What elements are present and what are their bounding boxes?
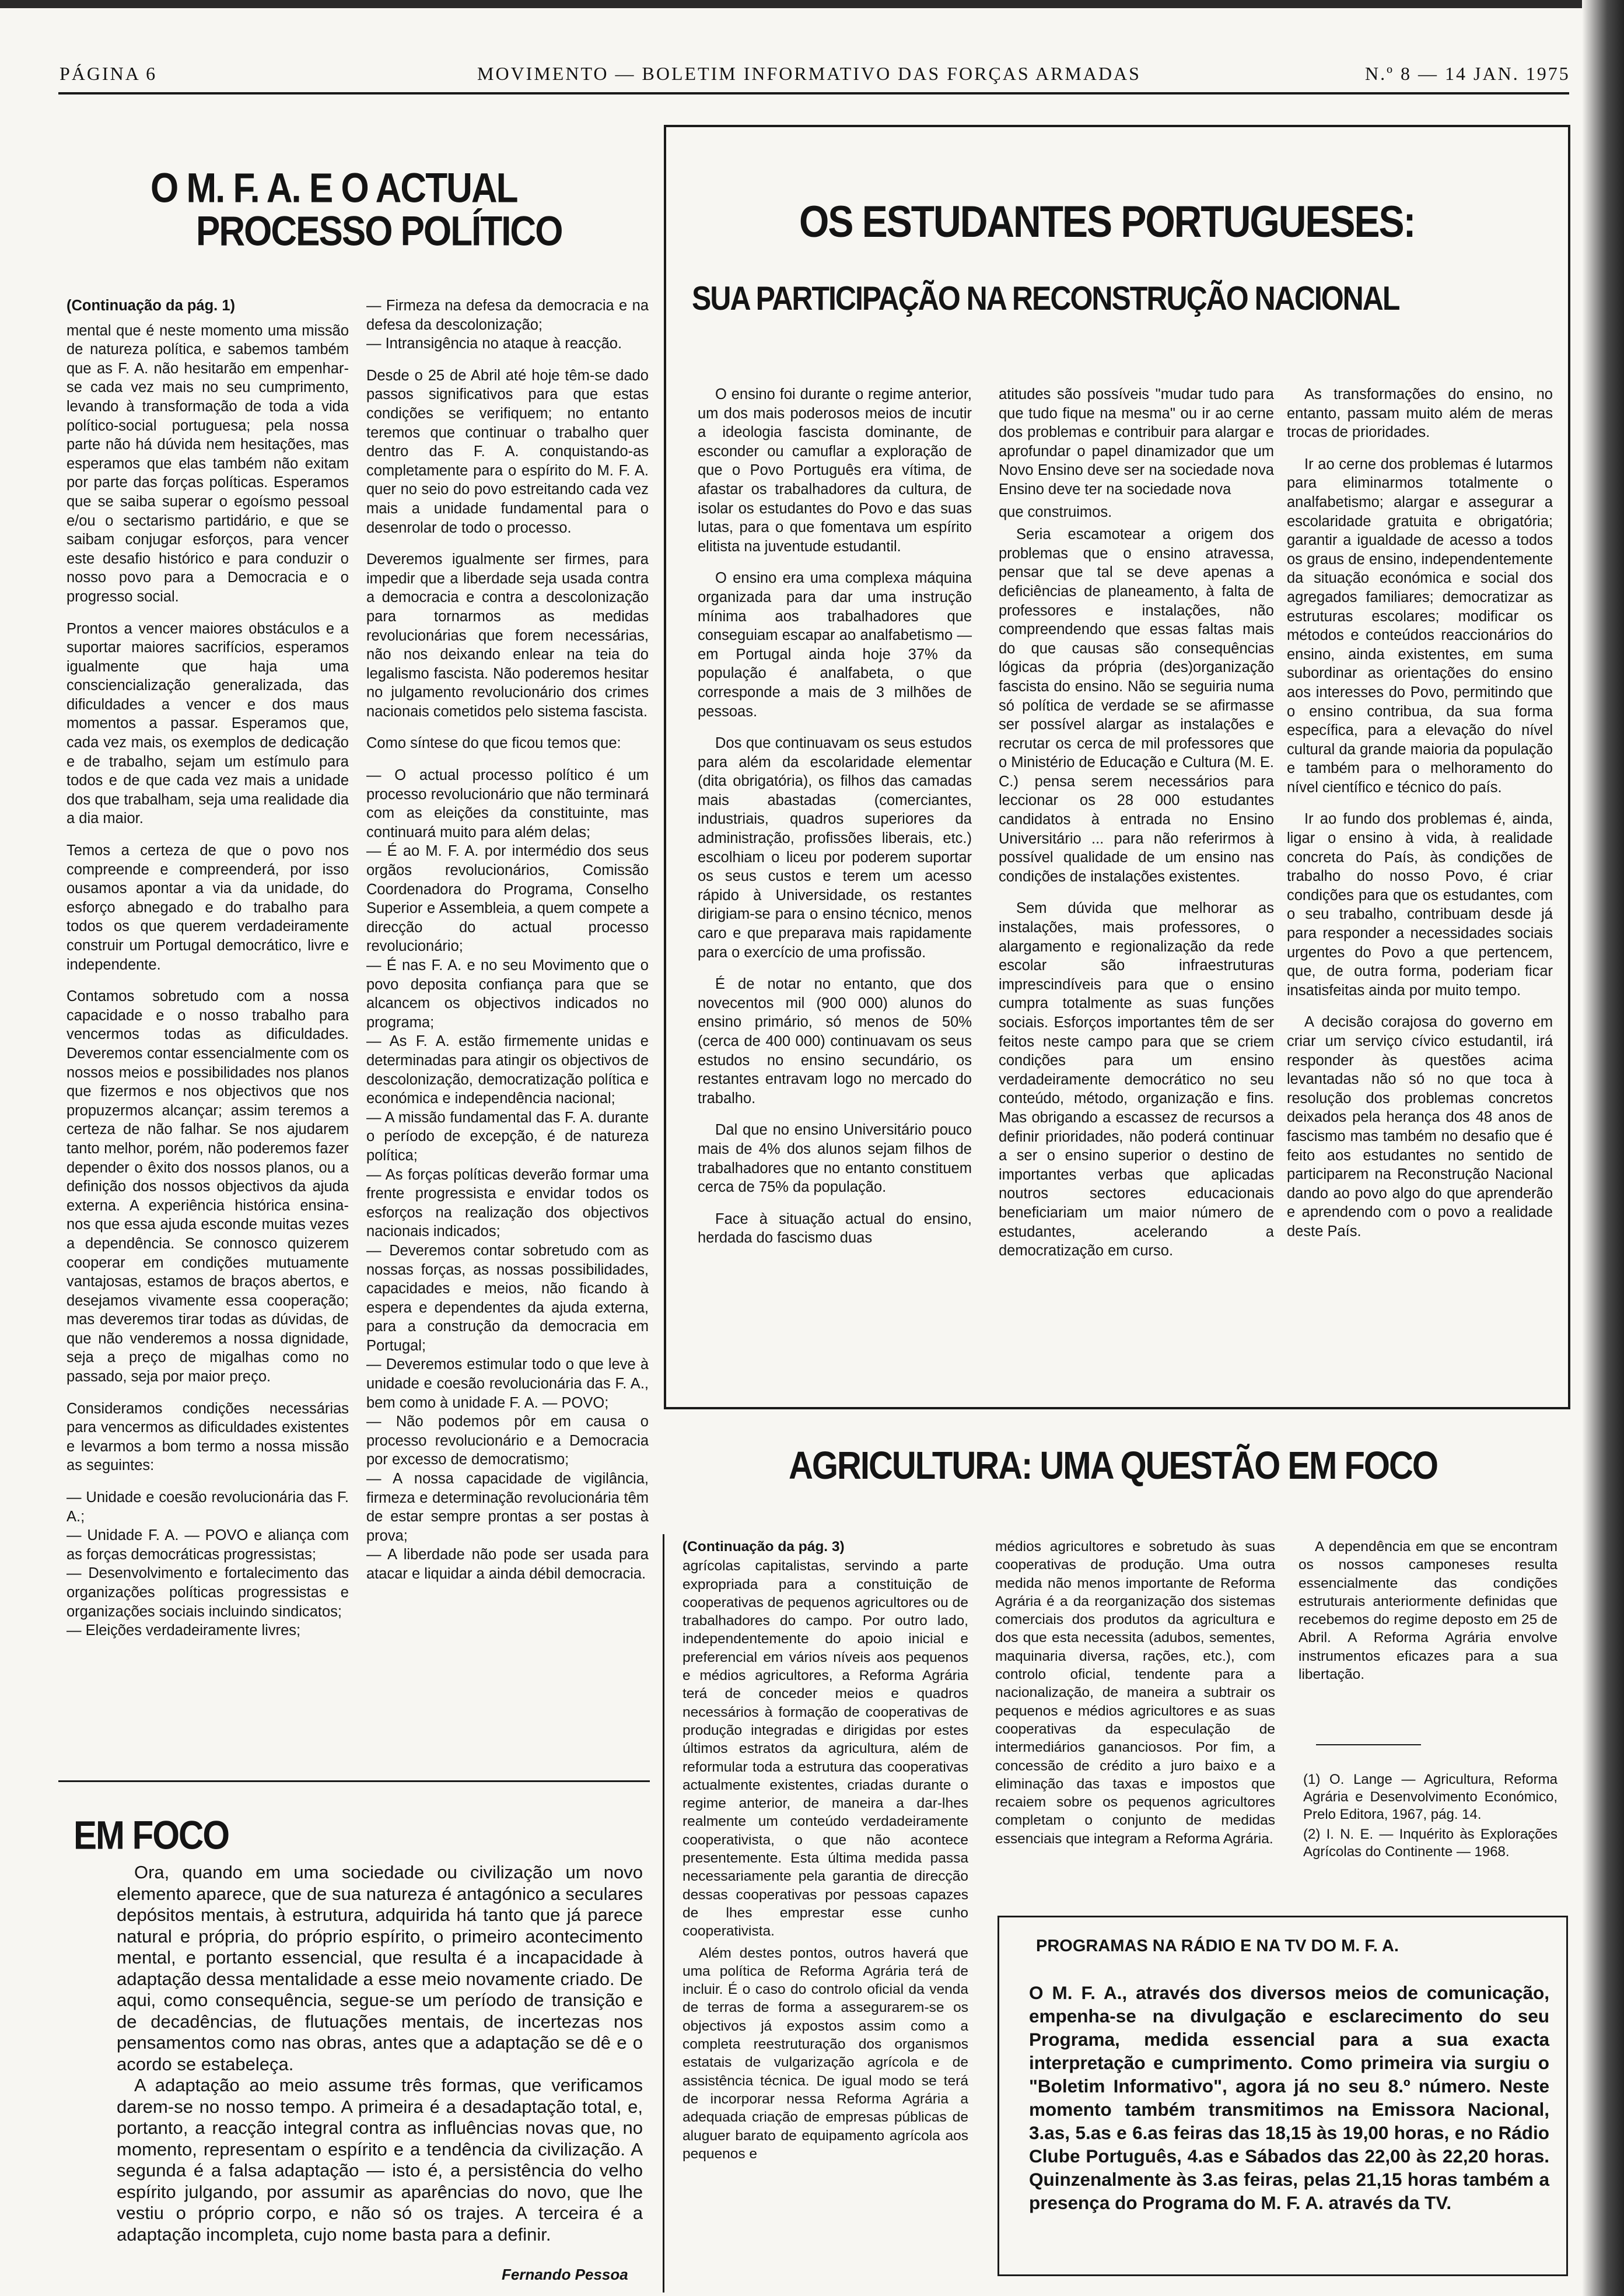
students-subtitle: SUA PARTICIPAÇÃO NA RECONSTRUÇÃO NACIONAL: [692, 279, 1399, 317]
mfa-synthesis-item: — Deveremos contar sobretudo com as nossas forças, as nossas possibilidades, capacidades e meios, não ficando à espera e dependentes da ajuda externa, para a construção da democracia em Portugal;: [366, 1242, 649, 1354]
mfa-paragraph: Como síntese do que ficou temos que:: [366, 735, 621, 752]
mfa-paragraph: Prontos a vencer maiores obstáculos e a suportar maiores sacrifícios, esperamos igualmente que haja uma consciencialização generalizada, das dificuldades a vencer e dos maus momentos a passar. Esperamos que, cada vez mais, os exemplos de dedicação e de trabalho, sejam um estímulo para todos e de que cada vez mais a unidade dos que trabalham, seja uma realidade dia a dia maior.: [66, 620, 349, 827]
students-paragraph: Face à situação actual do ensino, herdada do fascismo duas: [698, 1210, 972, 1247]
students-paragraph: Ir ao fundo dos problemas é, ainda, ligar o ensino à vida, à realidade concreta do País, às condições de trabalho do nosso Povo, é criar condições para que os estudantes, com o seu trabalho, contribuam desde já para responder a necessidades sociais urgentes do Povo a que pertencem, que, de outra forma, poderiam ficar insatisfeitas ainda por muito tempo.: [1287, 811, 1553, 999]
right-edge-shadow: [1582, 0, 1624, 2296]
students-paragraph: É de notar no entanto, que dos novecentos mil (900 000) alunos do ensino primário, só menos de 50% (cerca de 400 000) continuavam os seus estudos no ensino secundário, os restantes entravam logo no mercado do trabalho.: [698, 976, 972, 1107]
mfa-article-title-line1: O M. F. A. E O ACTUAL: [150, 165, 517, 212]
mfa-paragraph: Desde o 25 de Abril até hoje têm-se dado passos significativos para que estas condições se verifiquem; no entanto teremos que continuar o trabalho quer dentro das F. A. conquistando-as completamente para o espírito do M. F. A. quer no seio do povo estreitando cada vez mais a unidade fundamental para o desenrolar de todo o processo.: [366, 367, 649, 536]
header-rule: [58, 92, 1569, 94]
footnote: (2) I. N. E. — Inquérito às Explorações Agrícolas do Continente — 1968.: [1303, 1826, 1558, 1860]
students-paragraph: O ensino foi durante o regime anterior, um dos mais poderosos meios de incutir a ideologia fascista dominante, de esconder ou camuflar a exploração de que o Povo Português era vítima, de afastar os trabalhadores da cultura, de isolar os estudantes do Povo e das suas lutas, para o que fomentava um espírito elitista na juventude estudantil.: [698, 386, 972, 555]
students-column-3: [1287, 385, 1553, 1254]
mfa-condition-item: — Desenvolvimento e fortalecimento das organizações políticas progressistas e organizações sociais incluindo sindicatos;: [66, 1565, 349, 1620]
mfa-column-2: [366, 296, 649, 1584]
students-column-2: [999, 385, 1274, 1273]
mfa-paragraph: mental que é neste momento uma missão de natureza política, e sabemos também que as F. A. não hesitarão em empenhar-se cada vez mais no seu cumprimento, levando à transformação de toda a vida político-social portuguesa; pela nossa parte não há dúvida nem hesitações, mas esperamos que elas também não exitam por parte das forças políticas. Esperamos que se saiba superar o egoísmo pessoal e/ou o sectarismo partidário, e que se saibam conjugar esforços, para vencer este desafio histórico e para conduzir o nosso povo para a Democracia e o progresso social.: [66, 322, 349, 605]
agriculture-footnotes: [1303, 1771, 1558, 1874]
students-paragraph: Sem dúvida que melhorar as instalações, mais professores, o alargamento e regionalização da rede escolar são infraestruturas imprescindíveis para que o ensino cumpra totalmente as suas funções sociais. Esforços importantes têm de ser feitos neste campo para que se criem condições para um ensino verdadeiramente democrático no seu conteúdo, método, organização e fins. Mas obrigando a escassez de recursos a definir prioridades, não poderá continuar a ser o ensino superior o destino de importantes verbas que aplicadas noutros sectores educacionais beneficiariam um maior número de estudantes, acelerando a democratização em curso.: [999, 900, 1274, 1259]
mfa-synthesis-item: — As forças políticas deverão formar uma frente progressista e envidar todos os esforços na realização dos objectivos nacionais indicados;: [366, 1166, 649, 1240]
agriculture-paragraph: A dependência em que se encontram os nossos camponeses resulta essencialmente das condições estruturais anteriormente definidas que recebemos do regime deposto em 25 de Abril. A Reforma Agrária envolve instrumentos eficazes para a sua libertação.: [1298, 1539, 1558, 1683]
mfa-condition-item: — Firmeza na defesa da democracia e na defesa da descolonização;: [366, 298, 649, 333]
students-paragraph: As transformações do ensino, no entanto, passam muito além de meras trocas de prioridades.: [1287, 386, 1553, 441]
footnote-rule: [1316, 1744, 1421, 1745]
mfa-synthesis-item: — As F. A. estão firmemente unidas e determinadas para atingir os objectivos de descolonização, democratização política e económica e independência nacional;: [366, 1033, 649, 1107]
mfa-synthesis-item: — A missão fundamental das F. A. durante o período de excepção, é de natureza política;: [366, 1109, 649, 1164]
mfa-synthesis-item: — O actual processo político é um processo revolucionário que não terminará com as eleições da constituinte, mas continuará muito para além delas;: [366, 767, 649, 841]
mfa-bottom-rule: [58, 1780, 650, 1782]
mfa-paragraph: Consideramos condições necessárias para vencermos as dificuldades existentes e levarmos a bom termo a nossa missão as seguintes:: [66, 1400, 349, 1474]
mfa-synthesis-item: — Não podemos pôr em causa o processo revolucionário e a Democracia por excesso de democratismo;: [366, 1413, 649, 1468]
top-scan-edge: [0, 0, 1624, 8]
em-foco-body: [117, 1862, 643, 2245]
mfa-article-title-line2: PROCESSO POLÍTICO: [196, 208, 562, 255]
agriculture-paragraph: médios agricultores e sobretudo às suas cooperativas de produção. Uma outra medida não menos importante de Reforma Agrária é a da reorganização dos sistemas comerciais dos produtos da agricultura e dos que esta necessita (adubos, sementes, maquinaria diversa, rações, etc.), com controlo oficial, tendente para a nacionalização, de maneira a subtrair os pequenos e médios agricultores e as suas cooperativas da especulação de intermediários gananciosos. Por fim, a concessão de crédito a juro baixo e a eliminação das taxas e impostos que recaiem sobre os pequenos agricultores completam o conjunto de medidas essenciais que integram a Reforma Agrária.: [995, 1539, 1275, 1847]
students-paragraph: Seria escamotear a origem dos problemas que o ensino atravessa, pensar que tal se deve apenas a deficiências de planeamento, à falta de professores e instalações, não compreendendo que essas faltas mais do que causas são consequências lógicas da própria (des)organização fascista do ensino. Não se seguiria numa só política de verdade se se afirmasse ser possível alargar as instalações e recrutar os cerca de mil professores que o Ministério de Educação e Cultura (M. E. C.) pensa serem necessários para leccionar os 28 000 estudantes candidatos à entrada no Ensino Universitário ... para não referirmos à possível qualidade de um ensino nas condições de instalações existentes.: [999, 526, 1274, 885]
mfa-paragraph: Contamos sobretudo com a nossa capacidade e o nosso trabalho para vencermos todas as dificuldades. Deveremos contar essencialmente com os nossos meios e possibilidades nos planos que fizermos e nos objectivos que nos propuzermos alcançar; assim teremos a certeza de não falhar. Se nos ajudarem tanto melhor, porém, não poderemos fazer depender o êxito dos nossos planos, ou a definição dos nossos objectivos da ajuda externa. A experiência histórica ensina-nos que essa ajuda esconde muitas vezes a dependência. Se connosco quizerem cooperar em condições mutuamente vantajosas, estamos de braços abertos, e desejamos vivamente essa cooperação; mas deveremos tirar todas as dúvidas, de que não venderemos a nossa dignidade, seja a preço de migalhas como no passado, seja por maior preço.: [66, 988, 349, 1385]
mfa-synthesis-item: — É nas F. A. e no seu Movimento que o povo deposita confiança para que se alcancem os objectivos indicados no programa;: [366, 957, 649, 1031]
mfa-condition-item: — Unidade e coesão revolucionária das F. A.;: [66, 1489, 349, 1525]
mfa-synthesis-item: — A liberdade não pode ser usada para atacar e liquidar a ainda débil democracia.: [366, 1546, 649, 1582]
programs-box-body: O M. F. A., através dos diversos meios de comunicação, empenha-se na divulgação e esclarecimento do seu Programa, medida essencial para a sua exacta interpretação e cumprimento. Como primeira via surgiu o "Boletim Informativo", agora já no seu 8.º número. Neste momento também transmitimos na Emissora Nacional, 3.as, 5.as e 6.as feiras das 18,15 às 19,00 horas, e no Rádio Clube Português, 4.as e Sábados das 22,00 às 22,20 horas. Quinzenalmente às 3.as feiras, pelas 21,15 horas também a presença do Programa do M. F. A. através da TV.: [1029, 1982, 1549, 2213]
em-foco-paragraph: A adaptação ao meio assume três formas, que verificamos darem-se no nosso tempo. A primeira é a desadaptação total, e, portanto, a reacção integral contra as influências novas que, no momento, representam o espírito e a tendência da civilização. A segunda é a falsa adaptação — isto é, a persistência do velho espírito julgando, por assumir as aparências do novo, que lhe vestiu o próprio corpo, e não só os trajes. A terceira é a adaptação incompleta, cujo nome basta para a definir.: [117, 2075, 643, 2245]
mfa-synthesis-item: — Deveremos estimular todo o que leve à unidade e coesão revolucionária das F. A., bem como à unidade F. A. — POVO;: [366, 1356, 649, 1411]
students-title: OS ESTUDANTES PORTUGUESES:: [799, 197, 1415, 247]
em-foco-paragraph: Ora, quando em uma sociedade ou civilização um novo elemento aparece, que de sua natureza é antagónico a seculares depósitos mentais, à estrutura, adquirida há tanto que já parece natural e própria, do próprio espírito, o primeiro acontecimento mental, e portanto essencial, que resulta é a incapacidade à adaptação dessa mentalidade a esse meio novamente criado. De aqui, como consequência, segue-se um período de transição e de decadências, de flutuações mentais, de incertezas nos pensamentos como nas obras, antes que a adaptação se dê e o acordo se estabeleça.: [117, 1862, 643, 2074]
students-paragraph: O ensino era uma complexa máquina organizada para dar uma instrução mínima aos trabalhadores que conseguiam escapar ao analfabetismo — em Portugal ainda hoje 37% da população é analfabeta, o que corresponde a mais de 3 milhões de pessoas.: [698, 570, 972, 720]
agriculture-column-3: [1298, 1538, 1558, 1696]
mfa-column-1: [66, 296, 349, 1640]
footnote: (1) O. Lange — Agricultura, Reforma Agrária e Desenvolvimento Económico, Prelo Editora, 1967, pág. 14.: [1303, 1772, 1558, 1822]
em-foco-title: EM FOCO: [74, 1812, 229, 1858]
mfa-synthesis-item: — A nossa capacidade de vigilância, firmeza e determinação revolucionária têm de estar sempre prontas a ser postas à prova;: [366, 1471, 649, 1544]
mfa-condition-item: — Intransigência no ataque à reacção.: [366, 335, 622, 352]
publication-title: MOVIMENTO — BOLETIM INFORMATIVO DAS FORÇAS ARMADAS: [477, 63, 1141, 84]
programs-box-title: PROGRAMAS NA RÁDIO E NA TV DO M. F. A.: [1036, 1937, 1399, 1955]
em-foco-author: Fernando Pessoa: [502, 2266, 628, 2283]
page-label: PÁGINA 6: [60, 63, 158, 84]
students-paragraph: atitudes são possíveis "mudar tudo para que tudo fique na mesma" ou ir ao cerne dos problemas e contribuir para alargar e aprofundar o papel dinamizador que um Novo Ensino deve ser na sociedade nova Ensino deve ter na sociedade nova: [999, 386, 1274, 498]
column-divider: [663, 1534, 664, 2292]
issue-info: N.º 8 — 14 JAN. 1975: [1365, 63, 1570, 84]
agriculture-paragraph: agrícolas capitalistas, servindo a parte expropriada para a constituição de cooperativas de pequenos agricultores ou de trabalhadores do campo. Por outro lado, independentemente do apoio inicial e preferencial em vários níveis aos pequenos e médios agricultores, a Reforma Agrária terá de conceder meios e quadros necessários à formação de cooperativas de produção integradas e dirigidas por estes últimos estratos da agricultura, além de reformular toda a estrutura das cooperativas actualmente existentes, criadas durante o regime anterior, de maneira a dar-lhes realmente um conteúdo verdadeiramente cooperativista, o que não acontece presentemente. Esta última medida passa necessariamente pela garantia de direcção dessas cooperativas por pessoas capazes de lhes emprestar esse cunho cooperativista.: [682, 1558, 968, 1940]
agriculture-column-1: [682, 1538, 968, 2176]
mfa-paragraph: Deveremos igualmente ser firmes, para impedir que a liberdade seja usada contra a democracia e contra a descolonização para tornarmos as medidas revolucionárias que forem necessárias, não nos deixando enlear na teia do legalismo fascista. Não poderemos hesitar no julgamento revolucionário dos crimes nacionais cometidos pelo sistema fascista.: [366, 551, 649, 720]
mfa-synthesis-item: — É ao M. F. A. por intermédio dos seus orgãos revolucionários, Comissão Coordenadora do Programa, Conselho Superior e Assembleia, a quem compete a direcção do actual processo revolucionário;: [366, 843, 649, 955]
students-column-1: [698, 385, 972, 1261]
students-paragraph: A decisão corajosa do governo em criar um serviço cívico estudantil, irá responder às questões acima levantadas não só no que toca à resolução dos problemas concretos deixados pela herança dos 48 anos de fascismo mas também no desafio que é feito aos estudantes no sentido de participarem na Reconstrução Nacional dando ao povo algo do que aprenderão e aprendendo com o povo a realidade deste País.: [1287, 1014, 1553, 1240]
mfa-continuation-note: (Continuação da pág. 1): [66, 298, 236, 314]
students-paragraph: que construimos.: [999, 503, 1112, 520]
agriculture-continuation-note: (Continuação da pág. 3): [682, 1539, 845, 1555]
agriculture-column-2: [995, 1538, 1275, 1861]
mfa-condition-item: — Eleições verdadeiramente livres;: [66, 1622, 301, 1639]
mfa-condition-item: — Unidade F. A. — POVO e aliança com as forças democráticas progressistas;: [66, 1527, 349, 1563]
agriculture-title: AGRICULTURA: UMA QUESTÃO EM FOCO: [789, 1444, 1438, 1488]
students-paragraph: Dos que continuavam os seus estudos para além da escolaridade elementar (dita obrigatória), os filhos das camadas mais abastadas (comerciantes, industriais, quadros superiores da administração, profissões liberais, etc.) escolhiam o liceu por poderem suportar os seus custos e terem um acesso rápido à Universidade, os restantes dirigiam-se para o ensino técnico, menos caro e que preparava mais rapidamente para o exercício de uma profissão.: [698, 735, 972, 961]
mfa-paragraph: Temos a certeza de que o povo nos compreende e compreenderá, por isso ousamos apontar a via da unidade, do esforço abnegado e do trabalho para todos os que querem verdadeiramente construir um Portugal democrático, livre e independente.: [66, 842, 349, 973]
agriculture-paragraph: Além destes pontos, outros haverá que uma política de Reforma Agrária terá de incluir. É o caso do controlo oficial da venda de terras de forma a assegurarem-se os objectivos já expostos assim como a completa reestruturação dos organismos estatais de vulgarização agrícola e de assistência técnica. De igual modo se terá de incorporar nessa Reforma Agrária a adequada criação de empresas públicas de aluguer barato de equipamento agrícola aos pequenos e: [682, 1945, 968, 2162]
students-paragraph: Ir ao cerne dos problemas é lutarmos para eliminarmos totalmente o analfabetismo; alargar e assegurar a escolaridade gratuita e obrigatória; garantir a igualdade de acesso a todos os graus de ensino, independentemente da situação económica e social dos agregados familiares; democratizar as estruturas escolares; modificar os métodos e conteúdos reaccionários do ensino, ainda existentes, em suma subordinar as orientações do ensino aos interesses do Povo, permitindo que o ensino contribua, da sua forma específica, para a elevação do nível cultural da grande maioria da população e também para o melhoramento do nível científico e técnico do país.: [1287, 456, 1553, 796]
students-paragraph: Dal que no ensino Universitário pouco mais de 4% dos alunos sejam filhos de trabalhadores que no entanto constituem cerca de 75% da população.: [698, 1122, 972, 1196]
